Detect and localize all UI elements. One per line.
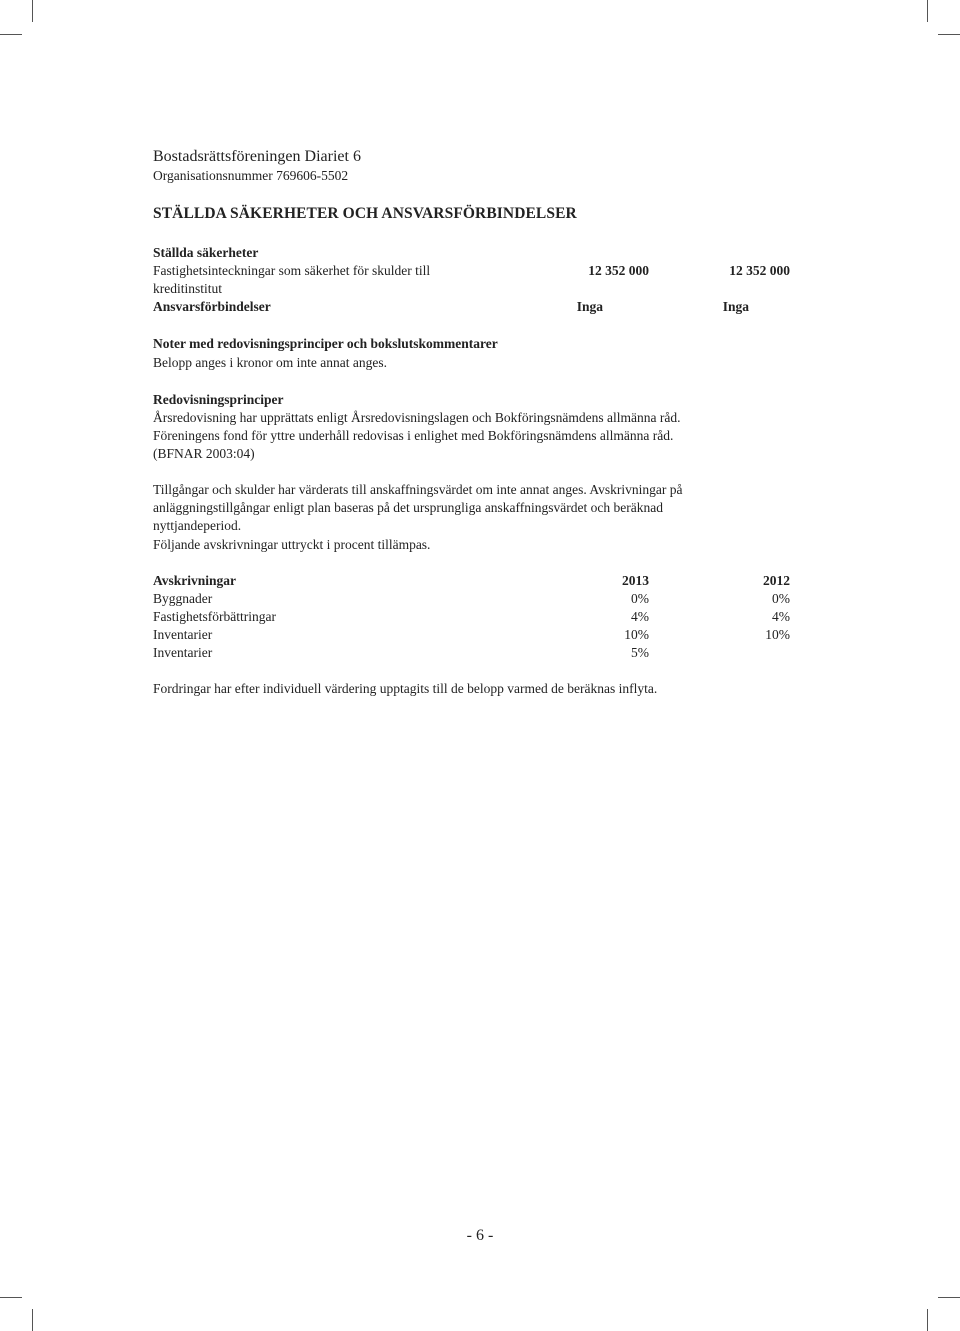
crop-mark bbox=[927, 0, 928, 22]
depreciation-row-current: 5% bbox=[631, 645, 649, 660]
mortgage-previous-value: 12 352 000 bbox=[729, 263, 790, 278]
depreciation-row-label: Fastighetsförbättringar bbox=[153, 609, 276, 624]
organization-name: Bostadsrättsföreningen Diariet 6 bbox=[153, 148, 361, 165]
valuation-text: nyttjandeperiod. bbox=[153, 518, 242, 533]
crop-mark bbox=[938, 1297, 960, 1298]
crop-mark bbox=[927, 1309, 928, 1331]
depreciation-row-label: Byggnader bbox=[153, 591, 213, 606]
currency-note: Belopp anges i kronor om inte annat anges. bbox=[153, 355, 387, 370]
depreciation-row-current: 10% bbox=[624, 627, 649, 642]
organization-number: Organisationsnummer 769606-5502 bbox=[153, 168, 349, 183]
mortgage-current-value: 12 352 000 bbox=[588, 263, 649, 278]
crop-mark bbox=[0, 34, 22, 35]
depreciation-row-label: Inventarier bbox=[153, 645, 213, 660]
pledged-section-title: STÄLLDA SÄKERHETER OCH ANSVARSFÖRBINDELSER bbox=[153, 205, 577, 222]
year-current-header: 2013 bbox=[622, 573, 649, 588]
year-previous-header: 2012 bbox=[763, 573, 790, 588]
depreciation-row-label: Inventarier bbox=[153, 627, 213, 642]
depreciation-row-previous: 0% bbox=[772, 591, 790, 606]
contingent-previous-value: Inga bbox=[722, 299, 749, 314]
pledged-subtitle: Ställda säkerheter bbox=[153, 245, 259, 260]
receivables-note: Fordringar har efter individuell värdering upptagits till de belopp varmed de beräknas inflyta. bbox=[153, 681, 658, 696]
notes-heading: Noter med redovisningsprinciper och bokslutskommentarer bbox=[153, 336, 498, 351]
contingent-current-value: Inga bbox=[576, 299, 603, 314]
page-number: - 6 - bbox=[466, 1227, 494, 1244]
mortgage-label: Fastighetsinteckningar som säkerhet för skulder till bbox=[153, 263, 431, 278]
depreciation-row-current: 0% bbox=[631, 591, 649, 606]
depreciation-row-previous: 4% bbox=[772, 609, 790, 624]
principles-text: Årsredovisning har upprättats enligt Årsredovisningslagen och Bokföringsnämdens allmänna råd. bbox=[153, 410, 681, 425]
valuation-text: Tillgångar och skulder har värderats till anskaffningsvärdet om inte annat anges. Avskrivningar på bbox=[153, 482, 683, 497]
principles-heading: Redovisningsprinciper bbox=[153, 392, 284, 407]
principles-text: (BFNAR 2003:04) bbox=[153, 446, 255, 461]
valuation-text: Följande avskrivningar uttryckt i procent tillämpas. bbox=[153, 537, 431, 552]
depreciation-heading: Avskrivningar bbox=[153, 573, 237, 588]
crop-mark bbox=[938, 34, 960, 35]
depreciation-row-current: 4% bbox=[631, 609, 649, 624]
depreciation-row-previous: 10% bbox=[765, 627, 790, 642]
valuation-text: anläggningstillgångar enligt plan baseras på det ursprungliga anskaffningsvärdet och beräknad bbox=[153, 500, 663, 515]
crop-mark bbox=[32, 1309, 33, 1331]
crop-mark bbox=[0, 1297, 22, 1298]
crop-mark bbox=[32, 0, 33, 22]
contingent-label: Ansvarsförbindelser bbox=[153, 299, 271, 314]
principles-text: Föreningens fond för yttre underhåll redovisas i enlighet med Bokföringsnämdens allmänna råd. bbox=[153, 428, 674, 443]
mortgage-label-continued: kreditinstitut bbox=[153, 281, 222, 296]
